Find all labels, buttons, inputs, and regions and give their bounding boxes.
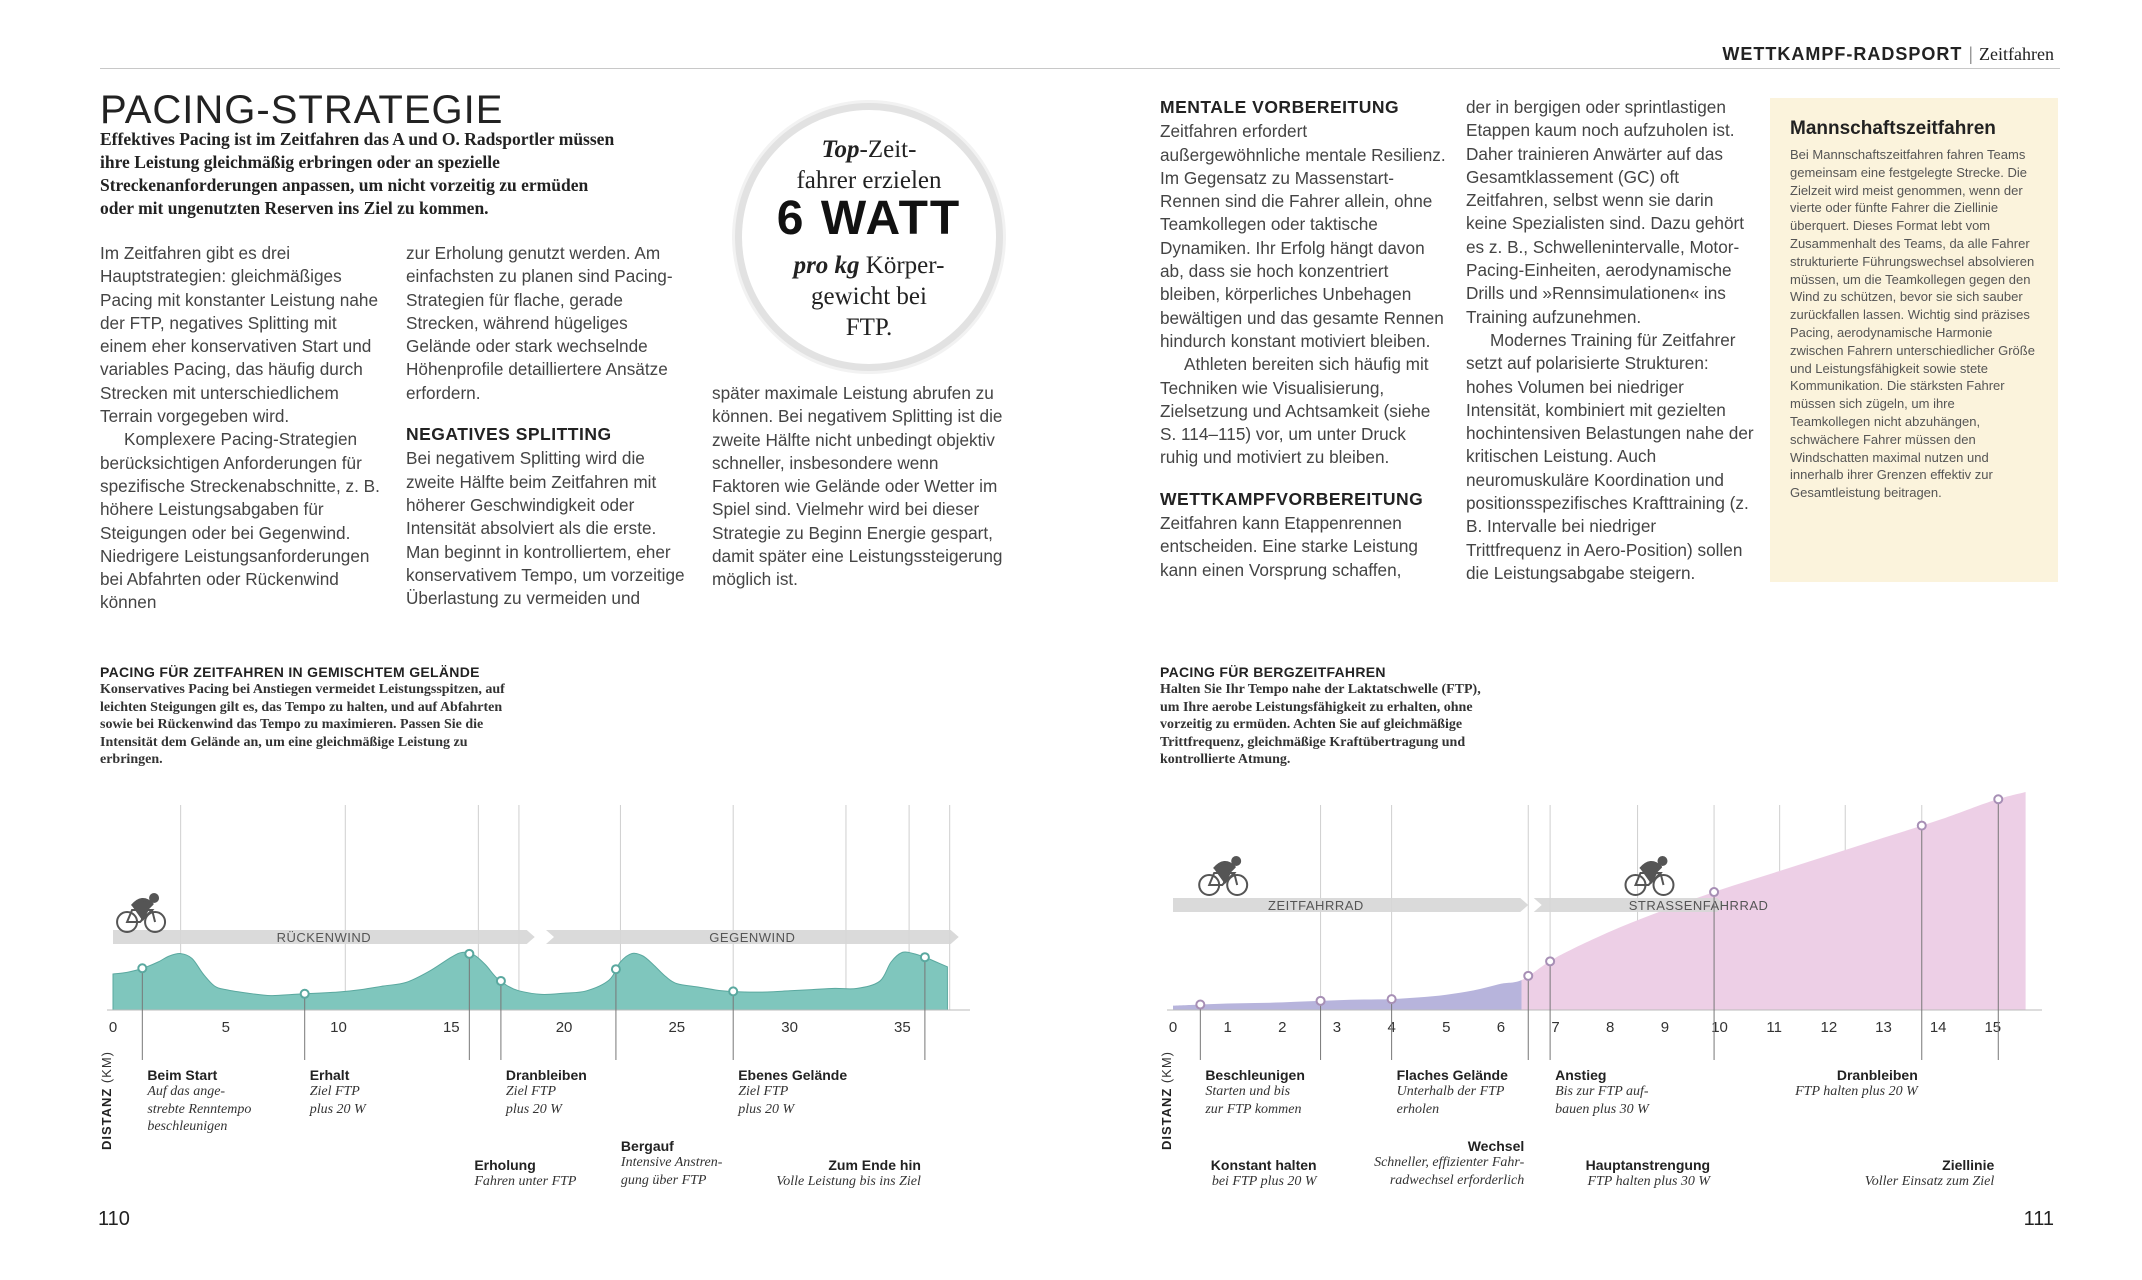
x-tick-label: 4 — [1387, 1019, 1396, 1036]
marker-dot — [1710, 888, 1718, 896]
marker-dot — [465, 950, 473, 958]
x-tick-label: 35 — [893, 1019, 911, 1036]
x-tick-label: 10 — [1711, 1019, 1728, 1036]
x-tick-label: 14 — [1929, 1019, 1947, 1036]
subsection-name: Zeitfahren — [1979, 44, 2054, 64]
annotation-desc: radwechsel erforderlich — [1389, 1172, 1525, 1188]
x-tick-label: 11 — [1766, 1019, 1782, 1036]
axis-label-right-text: DISTANZ — [1159, 1087, 1174, 1150]
x-tick-label: 5 — [1442, 1019, 1451, 1036]
chart-left-elevation — [100, 780, 1000, 1060]
annotation-2 — [1397, 1067, 1508, 1118]
annotation-desc: Ziel FTP — [505, 1084, 557, 1099]
annotation-desc: Schneller, effizienter Fahr- — [1374, 1155, 1525, 1170]
chart-left-desc: Konservatives Pacing bei Anstiegen vermeidet Leistungsspitzen, auf leichten Steigungen gilt es, das Tempo zu halten, und auf Abfahrten sowie bei Rückenwind das Tempo zu maximieren. Passen Sie die Intensität dem Gelände an, um eine gleichmäßige Leistung zu erbringen. — [100, 682, 505, 767]
chart-right-desc: Halten Sie Ihr Tempo nahe der Laktatschwelle (FTP), um Ihre aerobe Leistungsfähigkeit zu erhalten, ohne vorzeitig zu ermüden. Achten Sie auf gleichmäßige Trittfrequenz, gleichmäßige Kraftübertragung und kontrollierte Atmung. — [1160, 682, 1481, 767]
annotation-4 — [621, 1138, 722, 1189]
x-tick-label: 13 — [1875, 1019, 1892, 1036]
cyclist-icon-0 — [1199, 856, 1247, 895]
x-tick-label: 25 — [668, 1019, 686, 1036]
col1-paragraph-2: Komplexere Pacing-Strategien berücksichtigen Anforderungen für spezifische Streckenabschnitte, z. B. höhere Leistungsabgaben für Steigungen oder bei Gegenwind. Niedrigere Leistungsanforderungen bei Abfahrten oder Rückenwind können — [100, 429, 380, 613]
col5-paragraph-1: der in bergigen oder sprintlastigen Etappen kaum noch aufzuholen ist. Daher trainieren Anwärter auf das Gesamtklassement (GC) oft Zeitfahren, selbst wenn sie darin keine Spezialisten sind. Dazu gehört es z. B., Schwellenintervalle, Motor-Pacing-Einheiten, aerodynamische Drills und »Rennsimulationen« ins Training aufzunehmen. — [1466, 97, 1745, 327]
mental-paragraph-2: Athleten bereiten sich häufig mit Techniken wie Visualisierung, Zielsetzung und Achtsamkeit (siehe S. 114–115) vor, um unter Druck ruhig und motiviert zu bleiben. — [1160, 354, 1431, 468]
annotation-name: Wechsel — [1467, 1138, 1525, 1154]
x-tick-label: 7 — [1551, 1019, 1560, 1036]
heading-mentale-vorbereitung: MENTALE VORBEREITUNG — [1160, 97, 1400, 117]
chart-right-title: PACING FÜR BERGZEITFAHREN — [1160, 664, 1386, 680]
cyclist-icon-0 — [117, 893, 165, 932]
annotation-name: Flaches Gelände — [1396, 1067, 1508, 1083]
annotation-name: Beim Start — [147, 1067, 218, 1083]
elevation-area — [113, 952, 947, 1010]
annotation-desc: Ziel FTP — [738, 1084, 789, 1099]
marker-dot — [497, 977, 505, 985]
annotation-1 — [310, 1067, 366, 1118]
annotation-name: Erhalt — [309, 1067, 350, 1083]
annotation-desc: bei FTP plus 20 W — [1211, 1174, 1317, 1189]
annotation-3 — [1374, 1138, 1524, 1189]
annotation-desc: plus 20 W — [309, 1101, 366, 1117]
x-tick-label: 2 — [1278, 1019, 1287, 1036]
col1-paragraph-1: Im Zeitfahren gibt es drei Hauptstrategien: gleichmäßiges Pacing mit konstanter Leistung nahe der FTP, negatives Splitting mit einem eher konservativen Start und variables Pacing, das häufig durch Strecken mit unterschiedlichem Terrain vorgegeben wird. — [100, 243, 379, 427]
mental-paragraph-1: Zeitfahren erfordert außergewöhnliche mentale Resilienz. Im Gegensatz zu Massenstart-Rennen sind die Fahrer allein, ohne Teamkollegen oder taktische Dynamiken. Ihr Erfolg hängt davon ab, dass sie hoch konzentriert bleiben, körperliches Unbehagen bewältigen und das gesamte Rennen hindurch konstant motiviert bleiben. — [1160, 121, 1446, 351]
annotation-desc: bauen plus 30 W — [1555, 1101, 1649, 1117]
axis-label-right-unit: (KM) — [1159, 1051, 1174, 1084]
annotation-name: Bergauf — [620, 1138, 674, 1154]
annotation-desc: Bis zur FTP auf- — [1555, 1084, 1649, 1099]
annotation-1 — [1211, 1157, 1317, 1191]
body-column-2 — [406, 242, 694, 610]
x-tick-label: 6 — [1496, 1019, 1506, 1036]
annotation-0 — [1205, 1067, 1305, 1118]
band-label: RÜCKENWIND — [276, 930, 372, 945]
marker-dot — [301, 990, 309, 998]
body-column-5 — [1466, 96, 1756, 585]
annotation-name: Beschleunigen — [1205, 1067, 1305, 1083]
badge-line-4: gewicht bei — [811, 283, 927, 310]
annotation-desc: strebte Renntempo — [147, 1101, 252, 1117]
marker-dot — [1546, 957, 1554, 965]
x-tick-label: 0 — [108, 1019, 118, 1036]
annotation-name: Dranbleiben — [505, 1067, 587, 1083]
annotation-desc: Unterhalb der FTP — [1396, 1084, 1505, 1099]
annotation-desc: Fahren unter FTP — [474, 1174, 577, 1189]
annotation-desc: plus 20 W — [738, 1101, 795, 1117]
annotation-5 — [738, 1067, 847, 1118]
annotation-5 — [1586, 1157, 1710, 1191]
x-tick-label: 30 — [781, 1019, 798, 1036]
annotation-6 — [1795, 1067, 1918, 1101]
badge-pro-kg: pro kg — [793, 252, 860, 279]
badge-line-2: fahrer erzielen — [796, 167, 942, 194]
marker-dot — [1196, 1001, 1204, 1009]
annotation-name: Ebenes Gelände — [738, 1067, 848, 1083]
marker-dot — [729, 987, 737, 995]
badge-line-1 — [742, 134, 996, 196]
wettkampf-paragraph-1: Zeitfahren kann Etappenrennen entscheiden. Eine starke Leistung kann einen Vorsprung schaffen, — [1160, 513, 1418, 580]
annotation-6 — [776, 1157, 921, 1191]
cyclist-icon-0-head — [149, 893, 159, 903]
x-tick-label: 0 — [1168, 1019, 1178, 1036]
annotation-name: Anstieg — [1555, 1067, 1607, 1083]
annotation-name: Ziellinie — [1942, 1157, 1995, 1173]
page-number-left: 110 — [98, 1208, 130, 1230]
badge-zeit: -Zeit- — [859, 136, 917, 163]
sidebar-title: Mannschaftszeitfahren — [1790, 118, 1996, 139]
heading-negatives-splitting: NEGATIVES SPLITTING — [406, 424, 612, 445]
cyclist-icon-1 — [1625, 856, 1673, 895]
band-label: STRASSENFAHRRAD — [1628, 898, 1769, 913]
annotation-desc: Starten und bis — [1205, 1084, 1291, 1099]
annotation-name: Hauptanstrengung — [1585, 1157, 1711, 1173]
page-title: PACING-STRATEGIE — [100, 88, 504, 132]
header-rule — [100, 68, 2060, 69]
x-tick-label: 15 — [442, 1019, 460, 1036]
cyclist-icon-1-head — [1657, 856, 1667, 866]
x-tick-label: 1 — [1223, 1019, 1232, 1036]
lead-paragraph: Effektives Pacing ist im Zeitfahren das A und O. Radsportler müssen ihre Leistung gleichmäßig erbringen oder an spezielle Streckenanforderungen anpassen, um nicht vorzeitig zu ermüden oder mit ungenutzten Reserven ins Ziel zu kommen. — [100, 129, 615, 218]
chart-left-title: PACING FÜR ZEITFAHREN IN GEMISCHTEM GELÄNDE — [100, 664, 480, 680]
x-tick-label: 20 — [555, 1019, 573, 1036]
annotation-name: Zum Ende hin — [828, 1157, 921, 1173]
annotation-7 — [1865, 1157, 1995, 1191]
annotation-desc: erholen — [1396, 1101, 1440, 1117]
body-column-3 — [712, 382, 1004, 592]
col2-paragraph-1: zur Erholung genutzt werden. Am einfachsten zu planen sind Pacing-Strategien für flache, gerade Strecken, während hügeliges Gelände oder stark wechselnde Höhenprofile detailliertere Ansätze erfordern. — [406, 243, 673, 403]
badge-big-number: 6 WATT — [776, 192, 962, 245]
annotation-desc: Auf das ange- — [147, 1084, 226, 1099]
sidebar-box — [1770, 98, 2058, 582]
badge-koerper: Körper- — [859, 252, 945, 279]
marker-dot — [1388, 995, 1396, 1003]
body-column-1 — [100, 242, 388, 615]
band-label: ZEITFAHRRAD — [1268, 898, 1364, 913]
x-tick-label: 10 — [330, 1019, 347, 1036]
badge-line-3 — [742, 250, 996, 343]
annotation-desc: Ziel FTP — [309, 1084, 360, 1099]
annotation-desc: FTP halten plus 30 W — [1587, 1174, 1711, 1189]
marker-dot — [1317, 997, 1325, 1005]
col5-paragraph-2: Modernes Training für Zeitfahrer setzt auf polarisierte Strukturen: hohes Volumen bei niedriger Intensität, kombiniert mit gezielten hochintensiven Belastungen nahe der kritischen Leistung. Auch neuromuskuläre Koordination und positionsspezifisches Krafttraining (z. B. Intervalle bei niedriger Trittfrequenz in Aero-Position) sollen die Leistungsabgabe steigern. — [1466, 329, 1754, 583]
band-label: GEGENWIND — [709, 930, 796, 945]
x-tick-label: 12 — [1820, 1019, 1838, 1036]
x-tick-label: 9 — [1660, 1019, 1670, 1036]
sidebar-body: Bei Mannschaftszeitfahren fahren Teams gemeinsam eine festgelegte Strecke. Die Zielzeit wird meist genommen, wenn der vierte oder fünfte Fahrer die Ziellinie überquert. Dieses Format lebt vom Zusammenhalt des Teams, da alle Fahrer strukturierte Führungswechsel absolvieren müssen, um die Teamkollegen gegen den Wind zu schützen, bevor sie sich sauber zurückfallen lassen. Wichtig sind präzises Pacing, aerodynamische Harmonie zwischen Fahrern unterschiedlicher Größe und Leistungsfähigkeit sowie stete Kommunikation. Die stärksten Fahrer müssen sich zügeln, um ihre Teamkollegen nicht abzuhängen, schwächere Fahrer müssen den Windschatten maximal nutzen und innerhalb ihrer Grenzen effektiv zur Gesamtleistung beitragen. — [1790, 147, 2035, 501]
annotation-desc: Volle Leistung bis ins Ziel — [776, 1174, 921, 1189]
page-number-right: 111 — [2023, 1208, 2054, 1230]
axis-label-left-text: DISTANZ — [99, 1087, 114, 1150]
annotation-name: Erholung — [474, 1157, 536, 1173]
annotation-2 — [474, 1157, 576, 1191]
marker-dot — [1994, 795, 2002, 803]
annotation-desc: Voller Einsatz zum Ziel — [1864, 1174, 1995, 1189]
heading-wettkampfvorbereitung: WETTKAMPFVORBEREITUNG — [1160, 488, 1424, 509]
badge-line-5: FTP. — [845, 314, 893, 341]
annotation-3 — [506, 1067, 587, 1118]
annotation-name: Konstant halten — [1210, 1157, 1317, 1173]
quote-badge — [742, 110, 996, 364]
section-separator: | — [1968, 44, 1974, 64]
marker-dot — [921, 953, 929, 961]
x-tick-label: 15 — [1984, 1019, 2002, 1036]
annotation-name: Dranbleiben — [1836, 1067, 1918, 1083]
annotation-desc: beschleunigen — [147, 1119, 228, 1134]
body-column-4 — [1160, 96, 1448, 582]
running-head — [1722, 44, 2054, 65]
marker-dot — [138, 964, 146, 972]
marker-dot — [612, 965, 620, 973]
marker-dot — [1918, 822, 1926, 830]
annotation-desc: plus 20 W — [505, 1101, 562, 1117]
col3-paragraph-1: später maximale Leistung abrufen zu können. Bei negativem Splitting ist die zweite Hälfte nicht unbedingt objektiv schneller, insbesondere wenn Faktoren wie Gelände oder Wetter im Spiel sind. Vielmehr wird bei dieser Strategie zu Beginn Energie gespart, damit später eine Leistungssteigerung möglich ist. — [712, 383, 1003, 590]
x-tick-label: 3 — [1332, 1019, 1342, 1036]
annotation-desc: FTP halten plus 20 W — [1795, 1084, 1918, 1099]
annotation-4 — [1555, 1067, 1649, 1118]
x-tick-label: 8 — [1606, 1019, 1615, 1036]
axis-label-left-unit: (KM) — [99, 1051, 114, 1084]
x-tick-label: 5 — [221, 1019, 230, 1036]
annotation-desc: Intensive Anstren- — [620, 1155, 723, 1170]
annotation-desc: gung über FTP — [620, 1172, 707, 1188]
section-name: WETTKAMPF-RADSPORT — [1722, 44, 1963, 64]
annotation-0 — [147, 1067, 251, 1136]
marker-dot — [1524, 972, 1532, 980]
cyclist-icon-0-head — [1231, 856, 1241, 866]
col2-paragraph-2: Bei negativem Splitting wird die zweite Hälfte beim Zeitfahren mit höherer Geschwindigkeit oder Intensität absolviert als die erste. Man beginnt in kontrolliertem, eher konservativem Tempo, um vorzeitige Überlastung zu vermeiden und — [406, 448, 685, 609]
badge-top-word: Top — [821, 136, 860, 163]
chart-right-elevation — [1160, 720, 2060, 1060]
annotation-desc: zur FTP kommen — [1205, 1101, 1302, 1117]
